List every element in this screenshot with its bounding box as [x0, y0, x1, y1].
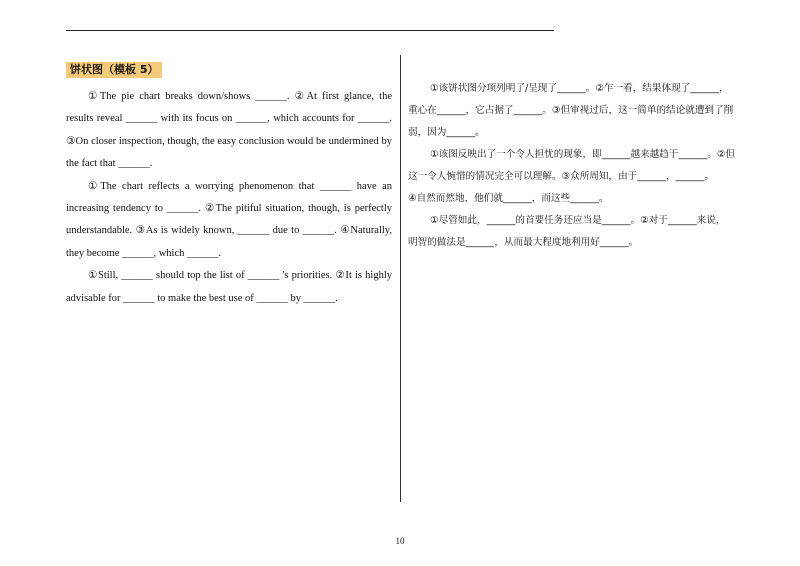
chinese-p1-line-2: 重心在______，它占据了______。③但审视过后，这一简单的结论就遭到了削弱，因为______。	[408, 105, 734, 138]
top-rule	[66, 30, 554, 31]
column-divider	[400, 55, 401, 502]
english-column	[66, 60, 392, 310]
english-paragraph-3: ①Still, ______ should top the list of ______ 's priorities. ②It is highly advisable for ______ to make the best use of ______ by ______.	[66, 270, 392, 304]
chinese-paragraph-1	[408, 78, 738, 144]
chinese-paragraph-3	[408, 210, 738, 254]
page-number: 10	[395, 536, 405, 546]
chinese-p2-line-3: ④自然而然地，他们就______，而这些______。	[408, 193, 609, 204]
chinese-p1-line-1: ①该饼状图分项列明了/呈现了______。②乍一看，结果体现了______，	[430, 83, 729, 94]
english-paragraph-1: ①The pie chart breaks down/shows ______. ②At first glance, the results reveal ______ with its focus on ______, which accounts for ______. ③On closer inspection, though, the easy conclusion would be undermined by the fact that ______.	[66, 91, 392, 170]
template-heading: 饼状图（模板 5）	[66, 62, 162, 78]
chinese-p3-line-2: 明智的做法是______，从而最大程度地利用好______。	[408, 237, 639, 248]
english-paragraph-2: ①The chart reflects a worrying phenomenon that ______ have an increasing tendency to ______. ②The pitiful situation, though, is perfectly understandable. ③As is widely known, ______ due to ______. ④Naturally, they become ______, which ______.	[66, 180, 392, 259]
chinese-column	[408, 60, 738, 254]
chinese-p2-line-1: ①该图反映出了一个令人担忧的现象，即______越来越趋于______。②但	[430, 149, 736, 160]
chinese-paragraph-2	[408, 144, 738, 210]
chinese-p2-line-2: 这一令人惋惜的情况完全可以理解。③众所周知，由于______，______。	[408, 171, 715, 182]
chinese-p3-line-1: ①尽管如此，______的首要任务还应当是______。②对于______来说，	[430, 215, 726, 226]
